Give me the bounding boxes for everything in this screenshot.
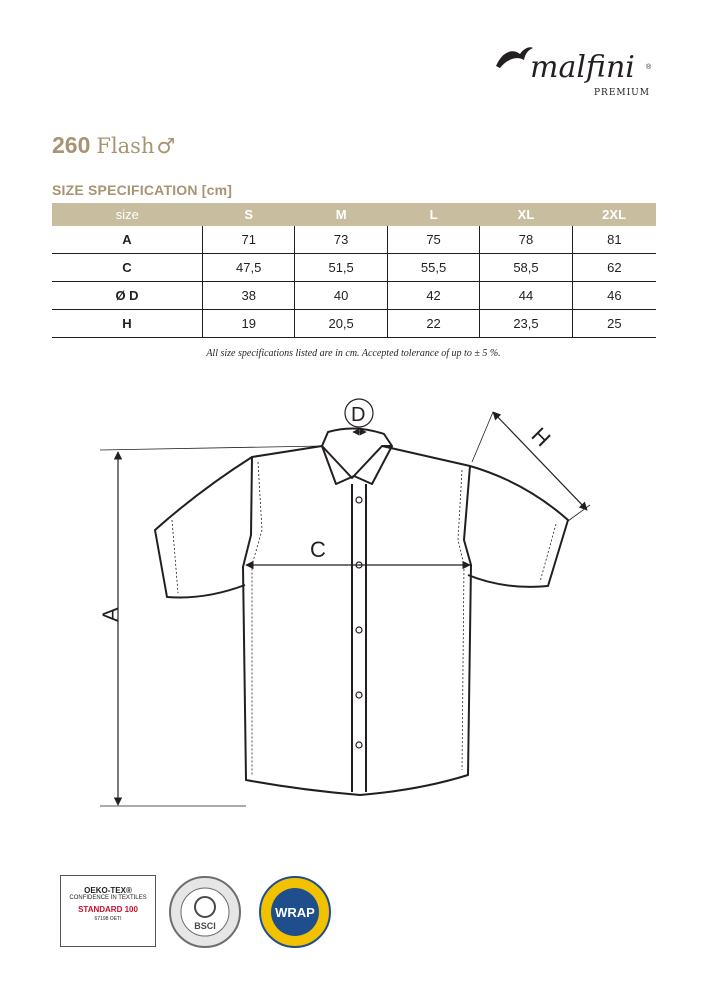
table-cell: 78 <box>480 226 572 254</box>
table-cell: 44 <box>480 282 572 310</box>
seam-lines <box>172 462 556 775</box>
wrap-text: WRAP <box>275 905 315 920</box>
table-cell: 42 <box>387 282 479 310</box>
header-s: S <box>203 203 295 226</box>
table-cell: 47,5 <box>203 254 295 282</box>
header-size: size <box>52 203 203 226</box>
brand-registered: ® <box>646 64 652 71</box>
male-symbol-icon: ♂ <box>156 134 176 158</box>
product-code: 260 <box>52 132 91 158</box>
oeko-subtitle: CONFIDENCE IN TEXTILES <box>69 895 147 901</box>
shirt-button <box>356 742 362 748</box>
brand-name: malfini <box>530 50 635 85</box>
table-cell: 20,5 <box>295 310 387 338</box>
table-cell: 38 <box>203 282 295 310</box>
brand-premium: PREMIUM <box>594 88 650 98</box>
measure-h-guide-1 <box>472 412 493 462</box>
product-name: Flash <box>96 134 155 158</box>
row-label: H <box>52 310 203 338</box>
shirt-button <box>356 692 362 698</box>
product-title <box>52 132 175 159</box>
size-table <box>52 203 656 338</box>
brand-logo <box>494 44 664 104</box>
measure-a-top-guide <box>100 446 322 450</box>
wrap-seal <box>258 875 332 949</box>
table-row <box>52 254 656 282</box>
table-cell: 23,5 <box>480 310 572 338</box>
table-cell: 22 <box>387 310 479 338</box>
shirt-button <box>356 497 362 503</box>
header-m: M <box>295 203 387 226</box>
oeko-id: 67198 OETI <box>94 916 122 922</box>
label-d: D <box>351 404 366 426</box>
table-cell: 73 <box>295 226 387 254</box>
table-cell: 58,5 <box>480 254 572 282</box>
tolerance-note: All size specifications listed are in cm. Accepted tolerance of up to ± 5 %. <box>206 348 501 359</box>
label-a: A <box>98 607 123 622</box>
table-row <box>52 226 656 254</box>
shirt-outline <box>155 428 568 795</box>
header-xl: XL <box>480 203 572 226</box>
label-h: H <box>526 422 556 452</box>
oeko-tex-label <box>60 875 156 947</box>
oeko-standard: STANDARD 100 <box>78 905 138 914</box>
header-2xl: 2XL <box>572 203 656 226</box>
row-label: Ø D <box>52 282 203 310</box>
spec-heading: SIZE SPECIFICATION [cm] <box>52 182 233 198</box>
table-cell: 19 <box>203 310 295 338</box>
oeko-title: OEKO-TEX® <box>84 886 132 895</box>
table-cell: 46 <box>572 282 656 310</box>
table-cell: 71 <box>203 226 295 254</box>
table-cell: 51,5 <box>295 254 387 282</box>
bsci-text: BSCI <box>194 921 216 931</box>
size-table-header <box>52 203 656 226</box>
shirt-button <box>356 627 362 633</box>
table-cell: 81 <box>572 226 656 254</box>
table-cell: 40 <box>295 282 387 310</box>
row-label: A <box>52 226 203 254</box>
header-l: L <box>387 203 479 226</box>
bird-icon <box>494 44 534 74</box>
measure-h-guide-2 <box>568 505 590 521</box>
table-row <box>52 310 656 338</box>
bsci-seal <box>168 875 242 949</box>
row-label: C <box>52 254 203 282</box>
buttons <box>356 497 362 748</box>
table-cell: 55,5 <box>387 254 479 282</box>
shirt-diagram <box>0 380 707 830</box>
label-c: C <box>310 537 326 562</box>
table-cell: 75 <box>387 226 479 254</box>
table-cell: 62 <box>572 254 656 282</box>
table-row <box>52 282 656 310</box>
table-cell: 25 <box>572 310 656 338</box>
